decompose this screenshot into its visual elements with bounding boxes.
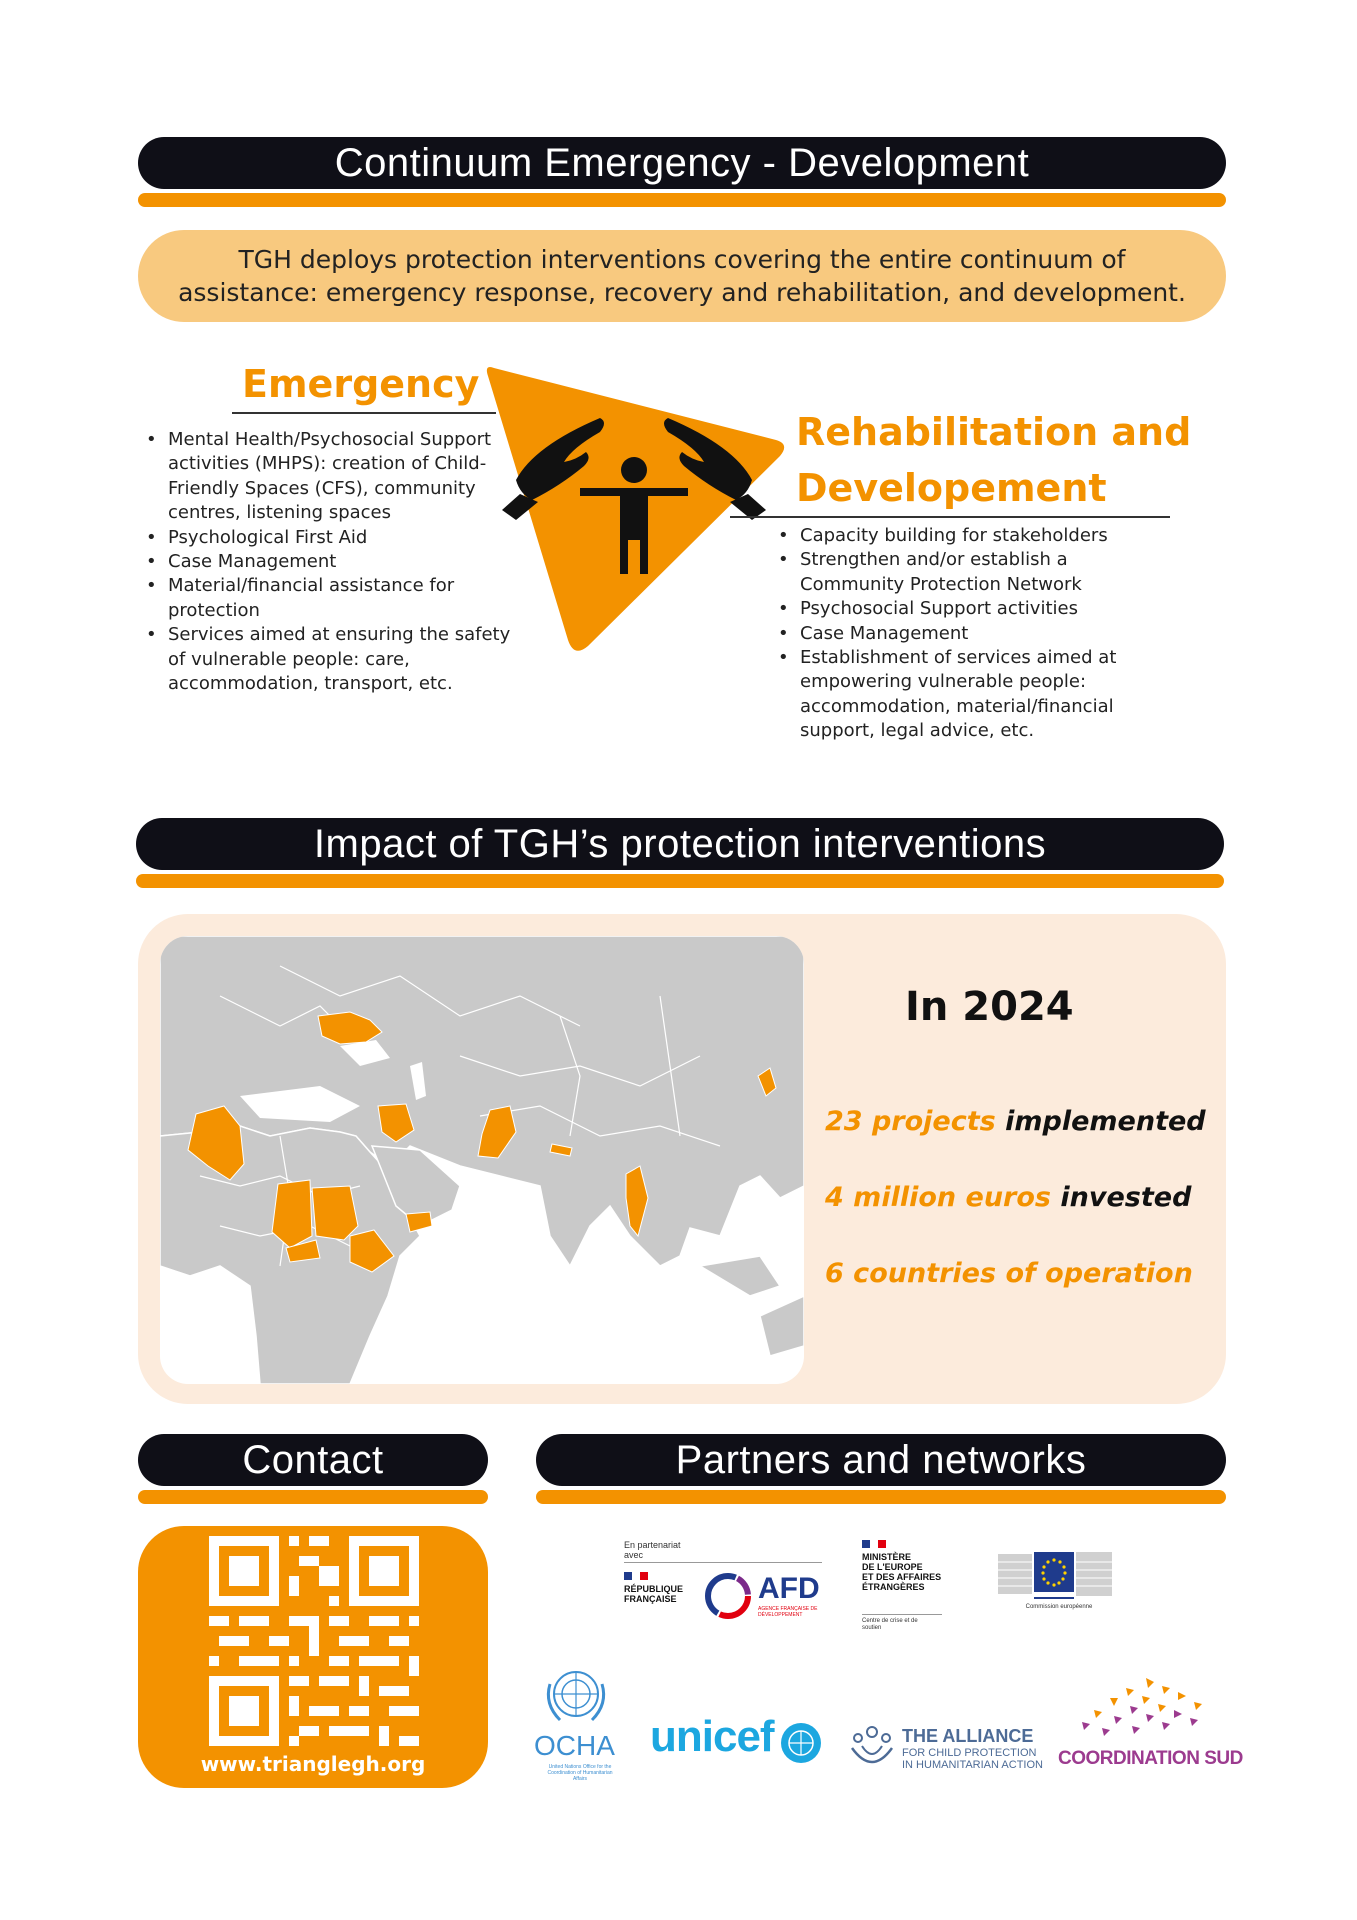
list-item: • Capacity building for stakeholders <box>772 524 1152 548</box>
header-underline <box>138 193 1226 207</box>
afd-ring-icon <box>702 1570 754 1622</box>
section-title: Continuum Emergency - Development <box>334 140 1030 185</box>
ocha-subtitle: United Nations Office for the Coordination of Humanitarian Affairs <box>547 1764 613 1782</box>
rehab-title-line1: Rehabilitation and <box>796 410 1192 454</box>
world-map-icon <box>160 936 804 1384</box>
alliance-line: IN HUMANITARIAN ACTION <box>902 1759 1043 1771</box>
alliance-line: FOR CHILD PROTECTION <box>902 1747 1037 1759</box>
section-header-contact <box>138 1434 488 1486</box>
list-item: • Strengthen and/or establish a Community Protection Network <box>772 548 1152 597</box>
section-title: Contact <box>242 1437 384 1482</box>
stat-countries <box>825 1258 1193 1289</box>
stat-highlight: 6 countries of operation <box>825 1258 1193 1289</box>
rehab-title <box>796 404 1191 516</box>
header-underline <box>536 1490 1226 1504</box>
afd-subtitle: AGENCE FRANÇAISE DE DÉVELOPPEMENT <box>758 1606 818 1618</box>
mae-label <box>862 1552 941 1592</box>
ocha-logo-text: OCHA <box>534 1730 615 1761</box>
mae-divider <box>862 1614 942 1615</box>
section-header-partners <box>536 1434 1226 1486</box>
list-item: • Services aimed at ensuring the safety of vulnerable people: care, accommodation, transport, etc. <box>140 623 512 696</box>
unicef-logo-text: unicef <box>650 1712 774 1761</box>
stat-projects <box>825 1106 1206 1137</box>
french-flag-icon <box>862 1540 886 1548</box>
rf-line: RÉPUBLIQUE <box>624 1584 684 1594</box>
alliance-line: THE ALLIANCE <box>902 1726 1034 1746</box>
unicef-emblem-icon <box>778 1720 824 1766</box>
stat-text: implemented <box>995 1106 1206 1137</box>
mae-line: ET DES AFFAIRES <box>862 1572 942 1582</box>
afd-logo-text: AFD <box>758 1572 820 1605</box>
rehab-title-underline <box>730 516 1170 518</box>
intro-text: TGH deploys protection interventions covering the entire continuum of assistance: emergency response, recovery and rehabilitation, and development. <box>178 245 1186 307</box>
rehab-title-line2: Developement <box>796 466 1107 510</box>
european-commission-icon <box>996 1546 1116 1602</box>
website-link[interactable]: www.trianglegh.org <box>200 1752 426 1776</box>
list-item: • Establishment of services aimed at empowering vulnerable people: accommodation, material/financial support, legal advice, etc. <box>772 646 1152 744</box>
rf-line: FRANÇAISE <box>624 1594 677 1604</box>
un-emblem-icon <box>540 1664 612 1728</box>
stat-highlight: 4 million euros <box>825 1182 1051 1213</box>
list-item: • Material/financial assistance for protection <box>140 574 512 623</box>
afd-divider <box>624 1562 822 1563</box>
mae-line: ÉTRANGÈRES <box>862 1582 925 1592</box>
emergency-list <box>140 428 512 696</box>
stat-highlight: 23 projects <box>825 1106 996 1137</box>
operations-map <box>160 936 804 1384</box>
intro-banner <box>138 230 1226 322</box>
section-header-impact <box>136 818 1224 870</box>
stat-budget <box>825 1182 1191 1213</box>
section-header-continuum <box>138 137 1226 189</box>
list-item: • Psychological First Aid <box>140 526 512 550</box>
qr-code-icon[interactable] <box>208 1536 420 1746</box>
ec-label: Commission européenne <box>1025 1604 1093 1610</box>
afd-prefix: En partenariat avec <box>624 1540 681 1560</box>
list-item: • Mental Health/Psychosocial Support activities (MHPS): creation of Child-Friendly Spaces (CFS), community centres, listening spaces <box>140 428 512 526</box>
list-item: • Psychosocial Support activities <box>772 597 1152 621</box>
mae-subtitle: Centre de crise et de soutien <box>862 1618 918 1631</box>
mae-line: DE L'EUROPE <box>862 1562 923 1572</box>
french-flag-icon <box>624 1572 648 1580</box>
mae-line: MINISTÈRE <box>862 1552 912 1562</box>
list-item: • Case Management <box>772 622 1152 646</box>
header-underline <box>138 1490 488 1504</box>
coordination-sud-text: COORDINATION SUD <box>1058 1748 1243 1769</box>
section-title: Impact of TGH’s protection interventions <box>313 821 1047 866</box>
emergency-title: Emergency <box>242 362 480 406</box>
list-item: • Case Management <box>140 550 512 574</box>
coordination-sud-icon <box>1066 1676 1216 1752</box>
header-underline <box>136 874 1224 888</box>
emergency-title-underline <box>232 412 496 414</box>
section-title: Partners and networks <box>675 1437 1087 1482</box>
alliance-emblem-icon <box>846 1720 898 1772</box>
alliance-label <box>902 1726 1043 1771</box>
rf-label <box>624 1584 683 1604</box>
child-protection-icon <box>480 360 792 660</box>
stat-text: invested <box>1050 1182 1192 1213</box>
impact-year: In 2024 <box>905 984 1074 1030</box>
rehab-list <box>772 524 1152 744</box>
